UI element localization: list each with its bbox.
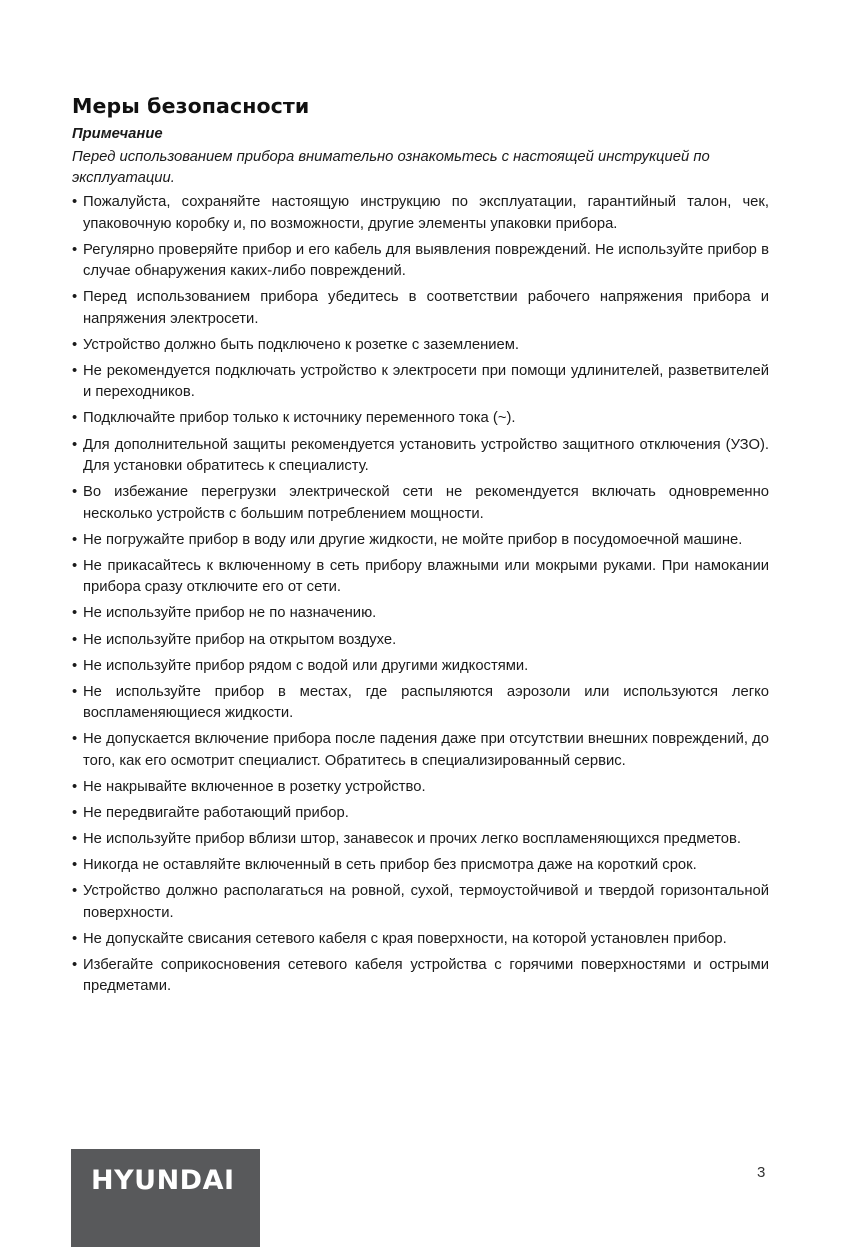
bullet-icon: •	[72, 778, 78, 795]
bullet-icon: •	[72, 194, 78, 210]
bullet-icon: •	[72, 883, 78, 900]
list-item	[72, 729, 769, 772]
bullet-icon: •	[72, 956, 78, 973]
list-item	[72, 603, 769, 625]
list-item	[72, 192, 769, 235]
list-item	[72, 361, 769, 404]
bullet-text: Устройство должно располагаться на ровной, сухой, термоустойчивой и твердой горизонтальной поверхности.	[83, 883, 769, 921]
page-number: 3	[757, 1164, 766, 1181]
list-item	[72, 530, 769, 552]
bullet-text: Не используйте прибор на открытом воздухе.	[83, 631, 397, 648]
list-item	[72, 829, 769, 851]
bullet-text: Перед использованием прибора убедитесь в соответствии рабочего напряжения прибора и напряжения электросети.	[83, 289, 769, 327]
list-item	[72, 803, 769, 825]
list-item	[72, 656, 769, 678]
list-item	[72, 408, 769, 430]
list-item	[72, 435, 769, 478]
bullet-text: Не используйте прибор не по назначению.	[83, 605, 377, 622]
bullet-icon: •	[72, 484, 78, 501]
note-heading: Примечание	[72, 126, 163, 142]
bullet-text: Не используйте прибор в местах, где распыляются аэрозоли или используются легко воспламеняющиеся жидкости.	[83, 683, 769, 722]
bullet-icon: •	[72, 557, 78, 574]
list-item	[72, 240, 769, 283]
list-item	[72, 777, 769, 799]
bullet-icon: •	[72, 631, 78, 648]
bullet-icon: •	[72, 857, 78, 874]
bullet-text: Не погружайте прибор в воду или другие жидкости, не мойте прибор в посудомоечной машине.	[83, 531, 743, 548]
bullet-icon: •	[72, 362, 78, 379]
bullet-text: Устройство должно быть подключено к розетке с заземлением.	[83, 336, 520, 353]
bullet-icon: •	[72, 241, 78, 258]
bullet-icon: •	[72, 531, 78, 548]
note-text: Перед использованием прибора внимательно ознакомьтесь с настоящей инструкцией по эксплуатации.	[72, 149, 710, 186]
list-item	[72, 855, 769, 877]
bullet-text: Не прикасайтесь к включенному в сеть прибору влажными или мокрыми руками. При намокании прибора сразу отключите его от сети.	[83, 557, 769, 596]
bullet-icon: •	[72, 731, 78, 748]
bullet-icon: •	[72, 336, 78, 353]
list-item	[72, 556, 769, 599]
list-item	[72, 630, 769, 652]
page-title: Меры безопасности	[72, 94, 310, 118]
bullet-icon: •	[72, 683, 78, 700]
list-item	[72, 929, 769, 951]
bullet-text: Подключайте прибор только к источнику переменного тока (~).	[83, 410, 516, 427]
bullet-icon: •	[72, 410, 78, 427]
bullet-icon: •	[72, 930, 78, 947]
bullet-icon: •	[72, 436, 78, 453]
bullet-icon: •	[72, 605, 78, 622]
bullet-text: Во избежание перегрузки электрической сети не рекомендуется включать одновременно несколько устройств с большим потреблением мощности.	[83, 484, 769, 522]
bullet-text: Не используйте прибор рядом с водой или другими жидкостями.	[83, 657, 529, 674]
list-item	[72, 482, 769, 525]
safety-bullet-list	[72, 192, 769, 1003]
bullet-text: Не накрывайте включенное в розетку устройство.	[83, 778, 426, 795]
list-item	[72, 335, 769, 357]
list-item	[72, 881, 769, 924]
list-item	[72, 287, 769, 330]
bullet-text: Не рекомендуется подключать устройство к электросети при помощи удлинителей, разветвителей и переходников.	[83, 362, 769, 401]
bullet-icon: •	[72, 657, 78, 674]
list-item	[72, 682, 769, 725]
bullet-icon: •	[72, 805, 78, 821]
bullet-text: Не допускается включение прибора после падения даже при отсутствии внешних повреждений, до того, как его осмотрит специалист. Обратитесь в специализированный сервис.	[83, 731, 769, 769]
brand-logo	[71, 1149, 260, 1247]
bullet-text: Регулярно проверяйте прибор и его кабель для выявления повреждений. Не используйте прибор в случае обнаружения каких-либо повреждений.	[83, 241, 769, 280]
list-item	[72, 955, 769, 998]
bullet-text: Не передвигайте работающий прибор.	[83, 805, 349, 821]
bullet-icon: •	[72, 289, 78, 306]
bullet-icon: •	[72, 831, 78, 848]
bullet-text: Не допускайте свисания сетевого кабеля с края поверхности, на которой установлен прибор.	[83, 930, 727, 947]
brand-logo-text: HYUNDAI	[91, 1165, 235, 1196]
bullet-text: Избегайте соприкосновения сетевого кабеля устройства с горячими поверхностями и острыми предметами.	[83, 956, 769, 995]
bullet-text: Для дополнительной защиты рекомендуется установить устройство защитного отключения (УЗО). Для установки обратитесь к специалисту.	[83, 436, 769, 475]
bullet-text: Пожалуйста, сохраняйте настоящую инструкцию по эксплуатации, гарантийный талон, чек, упаковочную коробку и, по возможности, другие элементы упаковки прибора.	[83, 194, 769, 232]
bullet-text: Никогда не оставляйте включенный в сеть прибор без присмотра даже на короткий срок.	[83, 857, 697, 874]
bullet-text: Не используйте прибор вблизи штор, занавесок и прочих легко воспламеняющихся предметов.	[83, 831, 742, 848]
